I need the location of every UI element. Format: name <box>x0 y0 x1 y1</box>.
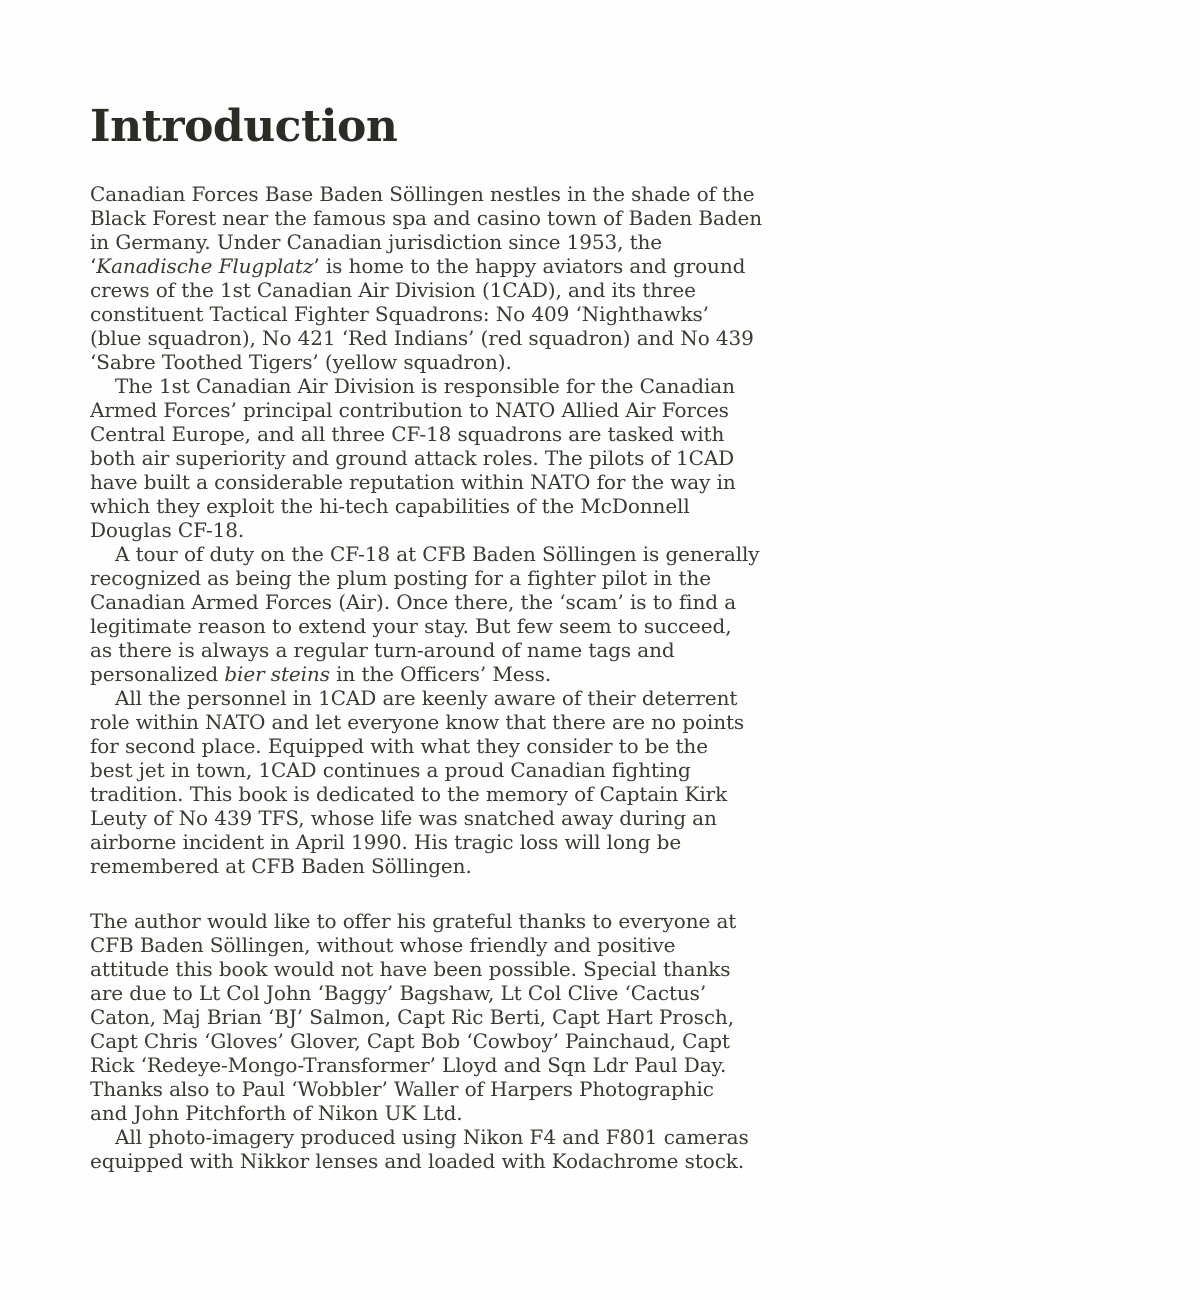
text-line <box>90 614 780 638</box>
text-segment: Armed Forces’ principal contribution to NATO Allied Air Forces <box>90 398 729 422</box>
text-line <box>90 1125 780 1149</box>
text-segment: crews of the 1st Canadian Air Division (1CAD), and its three <box>90 278 696 302</box>
paragraph <box>90 542 780 686</box>
text-segment: have built a considerable reputation within NATO for the way in <box>90 470 736 494</box>
text-line <box>90 374 780 398</box>
text-segment: in Germany. Under Canadian jurisdiction since 1953, the <box>90 230 663 254</box>
text-segment: both air superiority and ground attack roles. The pilots of 1CAD <box>90 446 735 470</box>
text-segment: in the Officers’ Mess. <box>329 662 552 686</box>
text-segment: constituent Tactical Fighter Squadrons: No 409 ‘Nighthawks’ <box>90 302 709 326</box>
paragraph <box>90 686 780 878</box>
text-line <box>90 854 780 878</box>
text-line <box>90 782 780 806</box>
text-line <box>90 446 780 470</box>
text-line <box>90 710 780 734</box>
text-segment: Caton, Maj Brian ‘BJ’ Salmon, Capt Ric Berti, Capt Hart Prosch, <box>90 1005 734 1029</box>
text-segment: ‘Sabre Toothed Tigers’ (yellow squadron). <box>90 350 512 374</box>
text-segment: All photo-imagery produced using Nikon F4 and F801 cameras <box>115 1125 749 1149</box>
text-segment: best jet in town, 1CAD continues a proud Canadian fighting <box>90 758 691 782</box>
text-line <box>90 398 780 422</box>
text-line <box>90 1053 780 1077</box>
text-segment: (blue squadron), No 421 ‘Red Indians’ (red squadron) and No 439 <box>90 326 754 350</box>
text-line <box>90 182 780 206</box>
text-segment: A tour of duty on the CF-18 at CFB Baden Söllingen is generally <box>115 542 760 566</box>
text-segment: Canadian Armed Forces (Air). Once there, the ‘scam’ is to find a <box>90 590 737 614</box>
text-line <box>90 1077 780 1101</box>
text-segment: which they exploit the hi-tech capabilities of the McDonnell <box>90 494 690 518</box>
text-segment: tradition. This book is dedicated to the memory of Captain Kirk <box>90 782 728 806</box>
text-segment: and John Pitchforth of Nikon UK Ltd. <box>90 1101 463 1125</box>
text-line <box>90 350 780 374</box>
text-segment: are due to Lt Col John ‘Baggy’ Bagshaw, Lt Col Clive ‘Cactus’ <box>90 981 707 1005</box>
text-segment: remembered at CFB Baden Söllingen. <box>90 854 472 878</box>
text-segment: recognized as being the plum posting for a fighter pilot in the <box>90 566 712 590</box>
paragraph <box>90 182 780 374</box>
text-segment: Rick ‘Redeye-Mongo-Transformer’ Lloyd and Sqn Ldr Paul Day. <box>90 1053 727 1077</box>
text-segment: legitimate reason to extend your stay. But few seem to succeed, <box>90 614 732 638</box>
text-segment: CFB Baden Söllingen, without whose friendly and positive <box>90 933 676 957</box>
italic-text-segment: Kanadische Flugplatz <box>96 254 314 278</box>
text-segment: role within NATO and let everyone know that there are no points <box>90 710 745 734</box>
text-line <box>90 590 780 614</box>
text-line <box>90 206 780 230</box>
text-line <box>90 1029 780 1053</box>
text-segment: equipped with Nikkor lenses and loaded with Kodachrome stock. <box>90 1149 745 1173</box>
text-line <box>90 566 780 590</box>
paragraphs <box>90 182 780 1173</box>
text-line <box>90 326 780 350</box>
text-line <box>90 494 780 518</box>
text-line <box>90 909 780 933</box>
text-segment: ‘ <box>90 254 97 278</box>
text-line <box>90 254 780 278</box>
text-line <box>90 1101 780 1125</box>
paragraph <box>90 909 780 1125</box>
text-line <box>90 758 780 782</box>
text-line <box>90 686 780 710</box>
text-segment: as there is always a regular turn-around of name tags and <box>90 638 675 662</box>
text-segment: The 1st Canadian Air Division is responsible for the Canadian <box>115 374 735 398</box>
italic-text-segment: bier steins <box>224 662 330 686</box>
text-line <box>90 1149 780 1173</box>
text-line <box>90 542 780 566</box>
text-line <box>90 981 780 1005</box>
text-segment: for second place. Equipped with what they consider to be the <box>90 734 708 758</box>
text-segment: ’ is home to the happy aviators and ground <box>313 254 746 278</box>
text-segment: Leuty of No 439 TFS, whose life was snatched away during an <box>90 806 717 830</box>
text-line <box>90 638 780 662</box>
text-line <box>90 1005 780 1029</box>
text-segment: All the personnel in 1CAD are keenly aware of their deterrent <box>115 686 738 710</box>
text-line <box>90 230 780 254</box>
text-segment: airborne incident in April 1990. His tragic loss will long be <box>90 830 682 854</box>
text-segment: Capt Chris ‘Gloves’ Glover, Capt Bob ‘Cowboy’ Painchaud, Capt <box>90 1029 730 1053</box>
text-line <box>90 422 780 446</box>
text-line <box>90 830 780 854</box>
text-line <box>90 806 780 830</box>
text-line <box>90 734 780 758</box>
text-line <box>90 933 780 957</box>
text-segment: The author would like to offer his grateful thanks to everyone at <box>90 909 737 933</box>
text-line <box>90 957 780 981</box>
paragraph <box>90 1125 780 1173</box>
text-column <box>90 103 780 1173</box>
text-segment: Central Europe, and all three CF-18 squadrons are tasked with <box>90 422 725 446</box>
text-segment: attitude this book would not have been possible. Special thanks <box>90 957 731 981</box>
text-segment: Thanks also to Paul ‘Wobbler’ Waller of Harpers Photographic <box>90 1077 714 1101</box>
page-title: Introduction <box>90 101 398 152</box>
text-segment: Douglas CF-18. <box>90 518 245 542</box>
paragraph <box>90 374 780 542</box>
text-line <box>90 518 780 542</box>
text-segment: Black Forest near the famous spa and casino town of Baden Baden <box>90 206 763 230</box>
text-line <box>90 302 780 326</box>
text-segment: personalized <box>90 662 225 686</box>
text-line <box>90 470 780 494</box>
text-line <box>90 278 780 302</box>
text-line <box>90 662 780 686</box>
text-segment: Canadian Forces Base Baden Söllingen nestles in the shade of the <box>90 182 755 206</box>
